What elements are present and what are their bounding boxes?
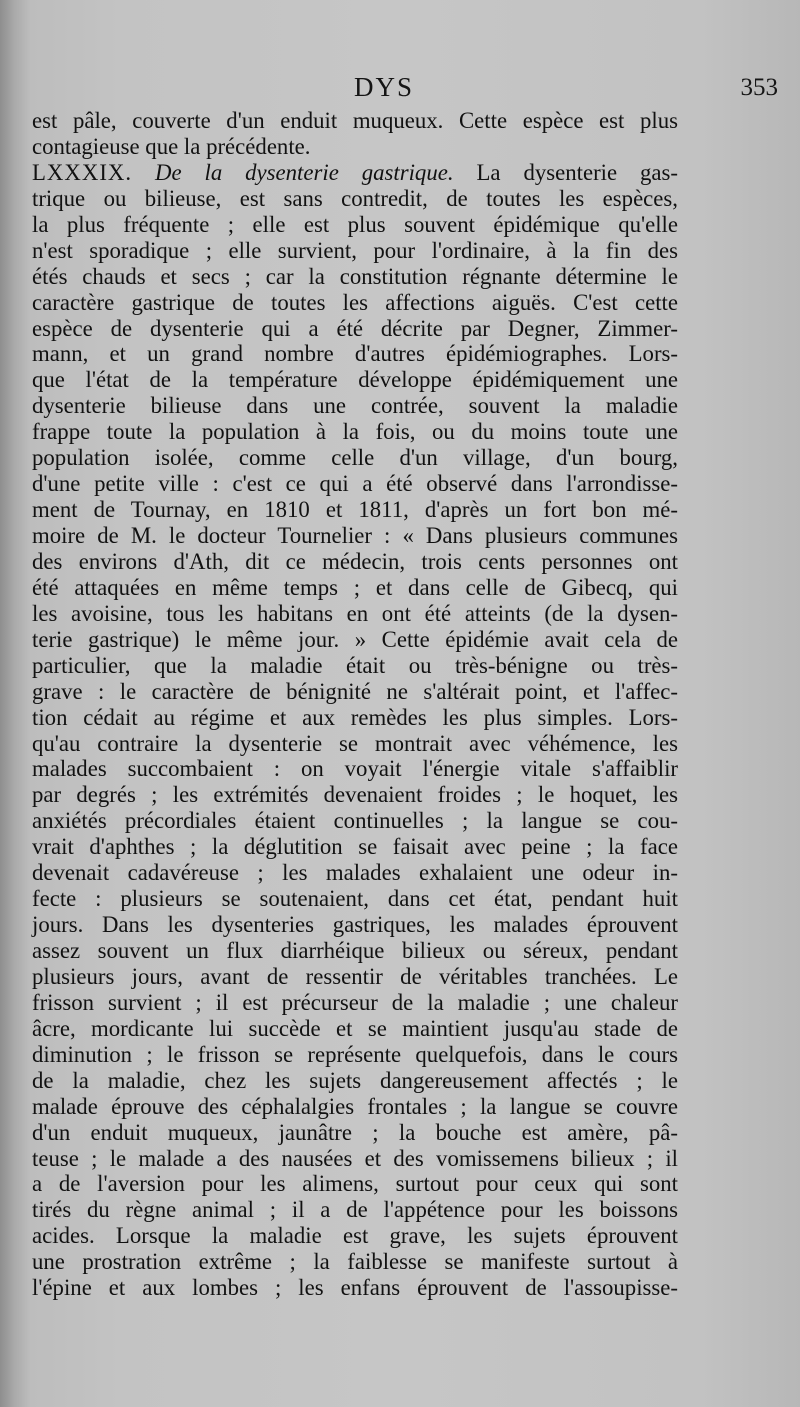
text-line: frisson survient ; il est précurseur de la maladie ; une chaleur <box>32 989 678 1015</box>
text-line: l'épine et aux lombes ; les enfans éprouvent de l'assoupisse- <box>32 1275 678 1301</box>
text-line: mann, et un grand nombre d'autres épidémiographes. Lors- <box>32 341 678 367</box>
text-line: d'un enduit muqueux, jaunâtre ; la bouche est amère, pâ- <box>32 1119 678 1145</box>
section-heading-line <box>32 160 678 186</box>
text-line: moire de M. le docteur Tournelier : « Dans plusieurs communes <box>32 523 678 548</box>
text-line: la plus fréquente ; elle est plus souvent épidémique qu'elle <box>32 211 678 237</box>
text-line: malade éprouve des céphalalgies frontales ; la langue se couvre <box>32 1093 678 1119</box>
page-number: 353 <box>740 74 778 101</box>
text-line: malades succombaient : on voyait l'énergie vitale s'affaiblir <box>32 756 678 782</box>
text-line: La dysenterie gas- <box>476 159 679 185</box>
text-line: assez souvent un flux diarrhéique bilieux ou séreux, pendant <box>32 938 678 963</box>
text-line: a de l'aversion pour les alimens, surtout pour ceux qui sont <box>32 1171 678 1197</box>
text-line: qu'au contraire la dysenterie se montrait avec véhémence, les <box>32 730 678 756</box>
section-title: De la dysenterie gastrique. <box>155 159 454 185</box>
text-line: anxiétés précordiales étaient continuelles ; la langue se cou- <box>32 808 678 834</box>
text-line: vrait d'aphthes ; la déglutition se faisait avec peine ; la face <box>32 834 678 860</box>
text-line: caractère gastrique de toutes les affections aiguës. C'est cette <box>32 289 678 315</box>
text-line: population isolée, comme celle d'un village, d'un bourg, <box>32 445 678 471</box>
text-line: par degrés ; les extrémités devenaient froides ; le hoquet, les <box>32 782 678 808</box>
text-line: âcre, mordicante lui succède et se maintient jusqu'au stade de <box>32 1015 678 1041</box>
text-line: contagieuse que la précédente. <box>32 133 311 159</box>
section-number: LXXXIX. <box>32 159 133 185</box>
text-line: tion cédait au régime et aux remèdes les plus simples. Lors- <box>32 704 678 730</box>
running-head <box>34 72 778 106</box>
text-line: dysenterie bilieuse dans une contrée, souvent la maladie <box>32 393 678 419</box>
text-line: une prostration extrême ; la faiblesse se manifeste surtout à <box>32 1249 678 1275</box>
text-line: tirés du règne animal ; il a de l'appétence pour les boissons <box>32 1197 678 1223</box>
text-line: teuse ; le malade a des nausées et des vomissemens bilieux ; il <box>32 1145 678 1171</box>
text-line: que l'état de la température développe épidémiquement une <box>32 367 678 393</box>
text-line: été attaquées en même temps ; et dans celle de Gibecq, qui <box>32 574 678 600</box>
text-line: terie gastrique) le même jour. » Cette épidémie avait cela de <box>32 626 678 652</box>
text-line: est pâle, couverte d'un enduit muqueux. Cette espèce est plus <box>32 108 678 133</box>
text-line: des environs d'Ath, dit ce médecin, trois cents personnes ont <box>32 548 678 574</box>
text-line: frappe toute la population à la fois, ou du moins toute une <box>32 419 678 445</box>
text-line: jours. Dans les dysenteries gastriques, les malades éprouvent <box>32 912 678 938</box>
text-line: grave : le caractère de bénignité ne s'altérait point, et l'affec- <box>32 678 678 704</box>
text-line: trique ou bilieuse, est sans contredit, de toutes les espèces, <box>32 185 678 211</box>
text-line: étés chauds et secs ; car la constitution régnante détermine le <box>32 263 678 289</box>
body-text <box>32 108 678 1301</box>
text-line: devenait cadavéreuse ; les malades exhalaient une odeur in- <box>32 860 678 886</box>
text-line: espèce de dysenterie qui a été décrite par Degner, Zimmer- <box>32 315 678 341</box>
text-line: n'est sporadique ; elle survient, pour l'ordinaire, à la fin des <box>32 237 678 263</box>
running-head-word: DYS <box>353 72 414 102</box>
text-line: de la maladie, chez les sujets dangereusement affectés ; le <box>32 1067 678 1093</box>
text-line: les avoisine, tous les habitans en ont été atteints (de la dysen- <box>32 600 678 626</box>
text-line: acides. Lorsque la maladie est grave, les sujets éprouvent <box>32 1223 678 1249</box>
text-line: plusieurs jours, avant de ressentir de véritables tranchées. Le <box>32 963 678 989</box>
text-line: particulier, que la maladie était ou très-bénigne ou très- <box>32 652 678 678</box>
text-line: d'une petite ville : c'est ce qui a été observé dans l'arrondisse- <box>32 471 678 497</box>
text-line: ment de Tournay, en 1810 et 1811, d'après un fort bon mé- <box>32 497 678 523</box>
text-line: diminution ; le frisson se représente quelquefois, dans le cours <box>32 1041 678 1067</box>
text-line: fecte : plusieurs se soutenaient, dans cet état, pendant huit <box>32 886 678 912</box>
